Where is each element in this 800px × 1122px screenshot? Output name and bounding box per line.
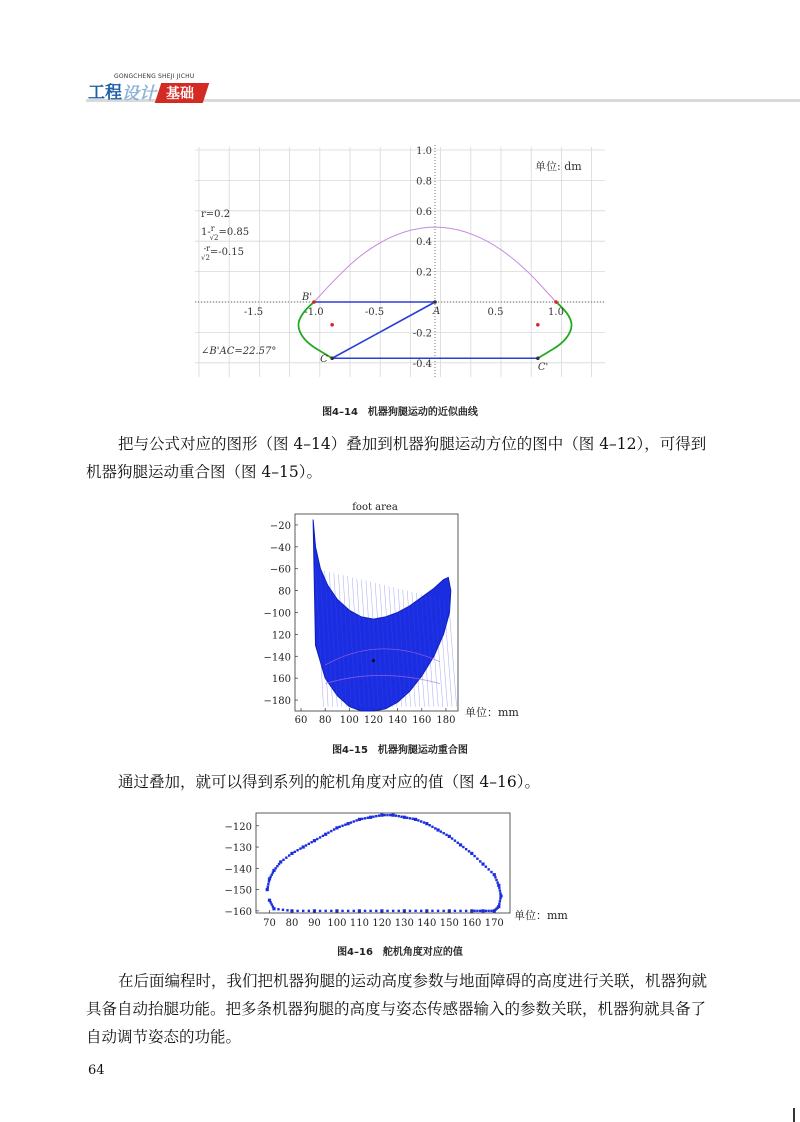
- fig16-point: [481, 909, 484, 912]
- fig16-point: [364, 910, 366, 912]
- fig14-point-label: C: [320, 354, 328, 366]
- fig14-y-tick-label: -0.2: [412, 328, 432, 340]
- fig15-y-tick-label: −180: [263, 696, 291, 708]
- fig16-point: [288, 854, 290, 856]
- fig16-point: [341, 825, 343, 827]
- fig16-point: [398, 815, 400, 817]
- fig16-point: [476, 858, 478, 860]
- fig16-point: [294, 851, 296, 853]
- fig16-y-tick-label: −120: [224, 821, 252, 833]
- fig16-point: [414, 910, 416, 912]
- fig16-point: [339, 826, 341, 828]
- fig16-point: [330, 910, 332, 912]
- fig16-point: [335, 826, 338, 829]
- fig16-point: [442, 910, 444, 912]
- fig14-point: [330, 323, 334, 327]
- fig16-point: [451, 837, 453, 839]
- fig16-point: [290, 852, 293, 855]
- fig16-point: [267, 886, 269, 888]
- fig16-y-tick-label: −130: [224, 843, 252, 855]
- fig16-point: [499, 889, 501, 891]
- fig16-point: [274, 867, 276, 869]
- fig16-point: [428, 824, 430, 826]
- fig16-point: [436, 828, 439, 831]
- fig16-point: [412, 818, 414, 820]
- fig16-point: [497, 884, 500, 887]
- fig16-point: [316, 838, 318, 840]
- figure-4-15-chart: [255, 496, 535, 732]
- fig16-point: [269, 901, 271, 903]
- fig16-x-tick-label: 70: [263, 918, 276, 929]
- fig14-tick-labels: [244, 146, 564, 370]
- fig14-y-tick-label: 0.8: [416, 176, 432, 188]
- fig16-point: [490, 871, 492, 873]
- fig14-x-tick-label: -0.5: [364, 307, 385, 318]
- fig16-point: [277, 908, 279, 910]
- fig15-title: foot area: [352, 502, 398, 513]
- fig15-marker: [372, 659, 375, 662]
- fig15-x-tick-label: 160: [412, 715, 432, 726]
- fig16-point: [406, 817, 408, 819]
- fig15-y-tick-label: 160: [271, 674, 291, 686]
- fig14-grid: [195, 147, 605, 377]
- fig16-y-tick-label: −150: [224, 885, 252, 897]
- fig14-point: [433, 300, 437, 304]
- fig16-point: [440, 830, 442, 832]
- fig16-unit-label: 单位：mm: [514, 909, 568, 922]
- fig14-point-label: C': [537, 362, 549, 374]
- fig14-point: [536, 356, 540, 360]
- fig16-point: [496, 881, 498, 883]
- fig14-formula-line-3: $^{-r}$ √2=-0.15: [201, 244, 244, 262]
- fig14-point: [330, 356, 334, 360]
- fig16-point: [350, 821, 352, 823]
- fig16-point: [268, 880, 270, 882]
- fig16-point: [448, 835, 451, 838]
- fig16-point: [322, 835, 324, 837]
- fig16-point: [420, 820, 422, 822]
- fig14-y-tick-label: -0.4: [412, 358, 432, 370]
- fig16-point: [414, 818, 417, 821]
- fig16-point: [389, 814, 391, 816]
- fig16-point: [499, 897, 501, 899]
- fig16-point: [272, 905, 274, 907]
- fig16-point: [324, 910, 326, 912]
- fig16-point: [364, 817, 366, 819]
- fig16-point: [282, 909, 284, 911]
- fig16-point: [269, 876, 271, 878]
- fig16-point: [420, 910, 422, 912]
- fig14-formula-line-1: r=0.2: [201, 209, 231, 220]
- fig16-point: [330, 830, 332, 832]
- fig16-point: [417, 819, 419, 821]
- fig16-point: [386, 814, 388, 816]
- fig16-point: [479, 860, 481, 862]
- fig16-point: [457, 842, 459, 844]
- fig16-x-tick-label: 150: [439, 918, 459, 929]
- figure-4-15-caption: 图4–15 机器狗腿运动重合图: [332, 745, 468, 756]
- fig16-point: [353, 820, 355, 822]
- fig16-point: [392, 910, 394, 912]
- fig16-point: [395, 814, 397, 816]
- fig16-point: [278, 863, 280, 865]
- paragraph-2: 通过叠加，就可以得到系列的舵机角度对应的值（图 4–16）。: [118, 773, 541, 791]
- fig16-point: [425, 822, 428, 825]
- fig15-y-tick-label: −100: [263, 608, 291, 620]
- fig14-point: [536, 323, 540, 327]
- fig14-x-tick-label: 1.0: [548, 307, 564, 318]
- fig16-point: [383, 814, 385, 816]
- fig16-point: [302, 910, 304, 912]
- fig16-point: [296, 910, 298, 912]
- fig16-point: [286, 909, 288, 911]
- fig16-point: [378, 814, 380, 816]
- fig16-point: [400, 816, 402, 818]
- fig16-y-tick-label: −140: [224, 864, 252, 876]
- fig16-point: [372, 816, 374, 818]
- header-title-gongcheng: 工程: [88, 83, 122, 103]
- fig14-x-tick-label: -1.5: [243, 307, 264, 318]
- fig15-y-tick-label: −20: [269, 520, 291, 532]
- fig16-point: [403, 816, 406, 819]
- fig16-point: [266, 888, 269, 891]
- fig15-y-tick-label: −60: [269, 564, 291, 576]
- fig16-point: [487, 868, 489, 870]
- fig16-point: [434, 827, 436, 829]
- fig15-x-tick-label: 80: [318, 715, 332, 726]
- fig16-point: [310, 841, 312, 843]
- fig16-point: [319, 910, 321, 912]
- fig14-y-tick-label: 0.2: [416, 267, 432, 279]
- fig16-point: [473, 855, 475, 857]
- fig16-point: [431, 910, 433, 912]
- fig16-point: [347, 822, 350, 825]
- fig16-point: [459, 843, 462, 846]
- figure-4-14-caption: 图4–14 机器狗腿运动的近似曲线: [322, 407, 478, 418]
- paragraph-1: 把与公式对应的图形（图 4–14）叠加到机器狗腿运动方位的图中（图 4–12），可得到机器狗腿运动重合图（图 4–15）。: [86, 435, 707, 481]
- fig16-x-tick-label: 140: [417, 918, 437, 929]
- fig14-point-label: A: [433, 306, 441, 317]
- fig16-point: [355, 819, 357, 821]
- fig16-point: [282, 859, 284, 861]
- fig16-point: [485, 910, 487, 912]
- fig16-point: [431, 826, 433, 828]
- fig16-point: [470, 852, 473, 855]
- fig15-y-tick-label: −40: [269, 542, 291, 554]
- fig16-point: [333, 828, 335, 830]
- fig14-unit-label: 单位: dm: [535, 160, 582, 173]
- fig16-point: [481, 862, 484, 865]
- fig16-point: [361, 818, 363, 820]
- fig16-point: [386, 910, 388, 912]
- fig16-frame: [256, 813, 510, 913]
- fig15-unit-label: 单位：mm: [465, 706, 519, 719]
- fig16-point: [302, 845, 305, 848]
- fig16-point: [308, 843, 310, 845]
- fig15-x-tick-label: 100: [339, 715, 359, 726]
- fig16-x-tick-label: 110: [349, 918, 369, 929]
- fig16-point: [445, 834, 447, 836]
- fig15-plot: [295, 514, 458, 711]
- fig14-formula-line-2: 1-$^r$ √2=0.85: [201, 224, 250, 242]
- fig16-point: [358, 818, 361, 821]
- fig16-point: [462, 846, 464, 848]
- figure-4-14-chart: [195, 143, 605, 383]
- fig14-point: [312, 300, 316, 304]
- fig16-point: [454, 910, 456, 912]
- header-title-jichu: 基础: [166, 86, 194, 102]
- fig16-point: [327, 831, 329, 833]
- fig16-point: [347, 910, 349, 912]
- figure-4-16-caption: 图4–16 舵机角度对应的值: [337, 947, 463, 958]
- fig16-point: [485, 866, 487, 868]
- fig16-point: [285, 856, 287, 858]
- fig16-point: [423, 821, 425, 823]
- fig16-point: [319, 836, 321, 838]
- fig16-point: [459, 910, 461, 912]
- fig15-y-tick-label: 80: [278, 586, 291, 598]
- fig16-point: [392, 814, 395, 817]
- page-number: 64: [88, 1063, 105, 1078]
- fig16-point: [499, 900, 501, 902]
- fig15-x-tick-label: 60: [294, 715, 308, 726]
- fig16-point: [272, 871, 274, 873]
- fig16-x-tick-label: 120: [372, 918, 392, 929]
- fig14-y-tick-label: 0.4: [416, 237, 432, 249]
- header-pinyin: GONGCHENG SHEJI JICHU: [114, 73, 195, 80]
- fig15-y-tick-label: 120: [271, 630, 291, 642]
- fig16-plot: [256, 813, 510, 913]
- fig16-point: [487, 910, 489, 912]
- fig14-y-tick-label: 0.6: [416, 206, 432, 218]
- fig16-point: [324, 833, 327, 836]
- fig16-x-tick-label: 160: [462, 918, 482, 929]
- fig16-point: [465, 910, 467, 912]
- fig16-point: [476, 910, 478, 912]
- page-edge-mark: [793, 1108, 795, 1122]
- fig16-point: [493, 873, 496, 876]
- fig16-point: [375, 910, 377, 912]
- fig16-point: [353, 910, 355, 912]
- fig14-y-tick-label: 1.0: [416, 146, 432, 157]
- fig16-point: [271, 903, 273, 905]
- fig16-point: [490, 910, 492, 912]
- fig16-point: [409, 817, 411, 819]
- fig16-point: [398, 910, 400, 912]
- fig16-point: [267, 883, 269, 885]
- fig16-x-tick-label: 90: [308, 918, 321, 929]
- fig16-point: [367, 817, 369, 819]
- fig14-point: [554, 300, 558, 304]
- figure-4-16-chart: [218, 810, 588, 934]
- fig16-point: [495, 879, 497, 881]
- fig16-point: [498, 903, 500, 905]
- fig15-x-tick-label: 180: [436, 715, 456, 726]
- fig16-y-tick-label: −160: [224, 906, 252, 918]
- header-title-sheji: 设计: [122, 84, 156, 104]
- fig16-point: [341, 910, 343, 912]
- fig16-point: [468, 850, 470, 852]
- fig15-x-tick-label: 120: [363, 715, 384, 726]
- fig16-point: [344, 824, 346, 826]
- fig16-point: [494, 876, 496, 878]
- fig14-x-tick-label: 0.5: [487, 307, 504, 318]
- fig16-point: [369, 816, 372, 819]
- fig16-point: [276, 865, 278, 867]
- fig16-point: [442, 832, 444, 834]
- fig16-point: [369, 910, 371, 912]
- fig16-point: [473, 910, 475, 912]
- fig16-point: [437, 910, 439, 912]
- fig16-x-tick-label: 100: [327, 918, 347, 929]
- fig16-point: [299, 847, 301, 849]
- paragraph-3: 在后面编程时，我们把机器狗腿的运动高度参数与地面障碍的高度进行关联，机器狗就具备自动抬腿功能。把多条机器狗腿的高度与姿态传感器输入的参数关联，机器狗就具备了自动调节姿态的功能。: [86, 972, 708, 1046]
- fig15-x-tick-label: 140: [388, 715, 408, 726]
- fig16-point: [479, 910, 481, 912]
- fig16-point: [499, 894, 502, 897]
- fig15-y-tick-label: −140: [263, 652, 291, 664]
- fig16-point: [465, 848, 467, 850]
- fig14-x-tick-label: -1.0: [304, 307, 324, 318]
- fig14-point-label: B': [302, 292, 313, 303]
- fig16-point: [498, 887, 500, 889]
- fig14-angle-label: ∠B'AC=22.57°: [201, 346, 277, 357]
- fig16-x-tick-label: 170: [484, 918, 504, 929]
- fig16-point: [375, 815, 377, 817]
- fig16-point: [305, 844, 307, 846]
- fig16-point: [409, 910, 411, 912]
- fig16-point: [499, 892, 501, 894]
- fig16-point: [313, 839, 316, 842]
- fig16-point: [296, 849, 298, 851]
- fig16-point: [271, 874, 273, 876]
- fig16-x-tick-label: 130: [394, 918, 414, 929]
- fig16-point: [454, 839, 456, 841]
- fig16-x-tick-label: 80: [285, 918, 299, 929]
- fig16-point: [308, 910, 310, 912]
- fig16-point: [380, 814, 383, 817]
